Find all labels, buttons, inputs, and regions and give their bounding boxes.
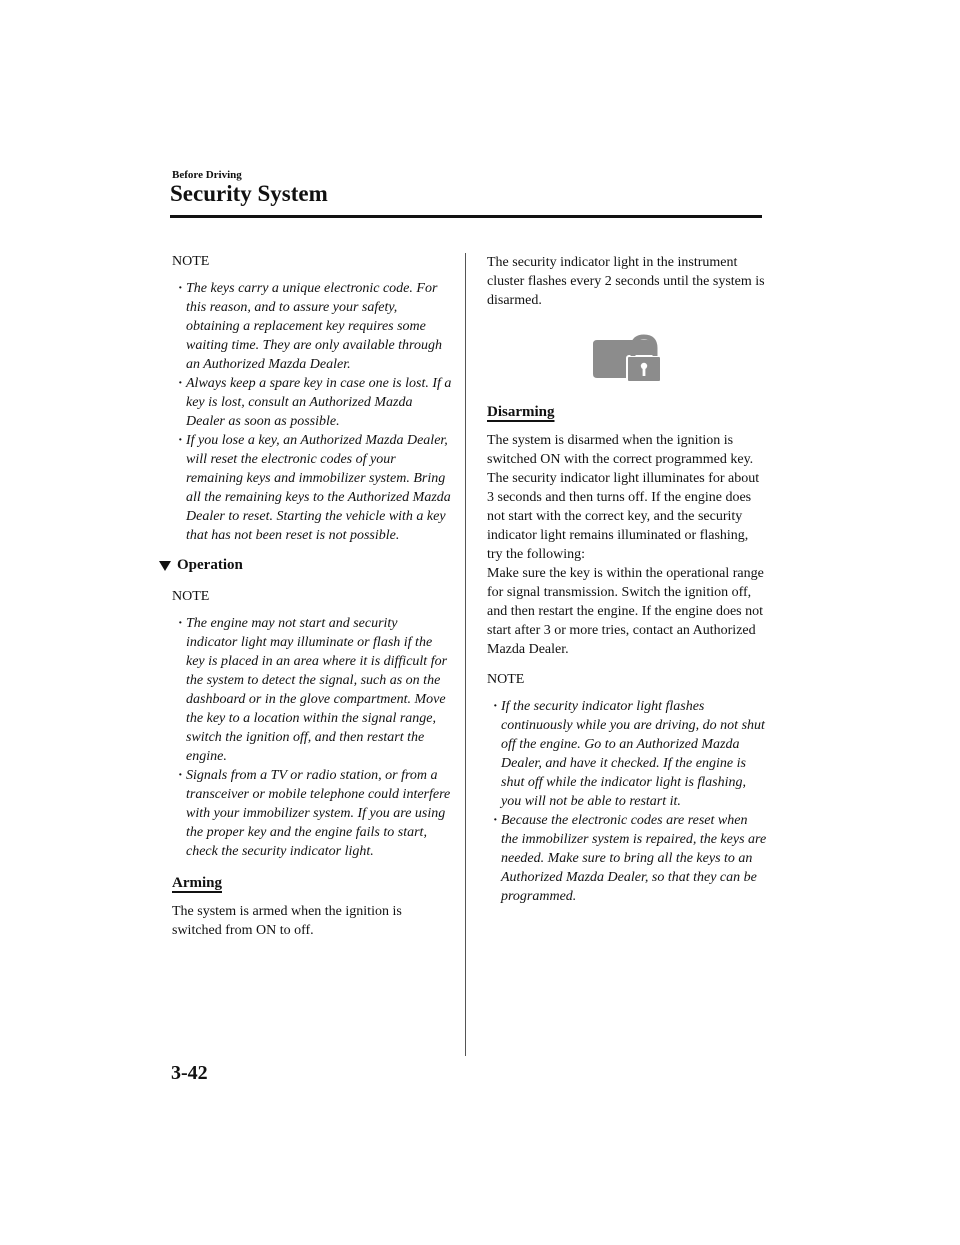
disarming-text: Make sure the key is within the operational range for signal transmission. Switch the ignition off, and then restart the engine. If the engine does not start after 3 or more tries, contact an Authorized Mazda Dealer. — [487, 566, 764, 657]
note-label: NOTE — [487, 672, 525, 687]
security-indicator-icon — [591, 334, 663, 384]
disarming-text: The system is disarmed when the ignition is switched ON with the correct programmed key. The security indicator light illuminates for about 3 seconds and then turns off. If the engine does not start with the correct key, and the security indicator light remains illuminated or flashing, try the following: — [487, 433, 760, 562]
note-item: · Always keep a spare key in case one is lost. If a key is lost, consult an Authorized Mazda Dealer as soon as possible. — [186, 374, 452, 431]
note-item: · Signals from a TV or radio station, or from a transceiver or mobile telephone could interfere with your immobilizer system. If you are using the proper key and the engine fails to start, check the security indicator light. — [186, 766, 452, 861]
note-item: · The keys carry a unique electronic code. For this reason, and to assure your safety, obtaining a replacement key requires some waiting time. They are only available through an Authorized Mazda Dealer. — [186, 279, 452, 374]
triangle-down-icon — [159, 561, 171, 571]
note-item: · If the security indicator light flashes continuously while you are driving, do not shut off the engine. Go to an Authorized Mazda Dealer, and have it checked. If the engine is shut off while the indicator light is flashing, you will not be able to restart it. — [501, 697, 767, 811]
arming-heading: Arming — [172, 875, 222, 891]
indicator-figure — [487, 320, 767, 398]
note-list — [487, 697, 767, 906]
page-number: 3-42 — [171, 1062, 208, 1084]
note-label: NOTE — [172, 254, 210, 269]
note-item: · The engine may not start and security indicator light may illuminate or flash if the key is placed in an area where it is difficult for the system to detect the signal, such as on the dashboard or in the glove compartment. Move the key to a location within the signal range, switch the ignition off, and then restart the engine. — [186, 614, 452, 766]
section-label: Before Driving — [172, 169, 242, 181]
note-item: · Because the electronic codes are reset when the immobilizer system is repaired, the keys are needed. Make sure to bring all the keys to an Authorized Mazda Dealer, so that they can be programmed. — [501, 811, 767, 906]
note-item: · If you lose a key, an Authorized Mazda Dealer, will reset the electronic codes of your remaining keys and immobilizer system. Bring all the remaining keys to the Authorized Mazda Dealer to reset. Starting the vehicle with a key that has not been reset is not possible. — [186, 431, 452, 545]
left-column — [172, 253, 452, 940]
note-label: NOTE — [172, 589, 210, 604]
page-title: Security System — [170, 181, 328, 206]
indicator-text: The security indicator light in the instrument cluster flashes every 2 seconds until the system is disarmed. — [487, 255, 765, 308]
disarming-heading: Disarming — [487, 404, 555, 420]
note-list — [172, 279, 452, 545]
column-divider — [465, 253, 466, 1056]
arming-text: The system is armed when the ignition is switched from ON to off. — [172, 904, 402, 938]
right-column — [487, 253, 767, 906]
title-divider — [170, 215, 762, 218]
operation-heading — [159, 557, 452, 574]
operation-heading-label: Operation — [177, 557, 243, 573]
note-list — [172, 614, 452, 861]
